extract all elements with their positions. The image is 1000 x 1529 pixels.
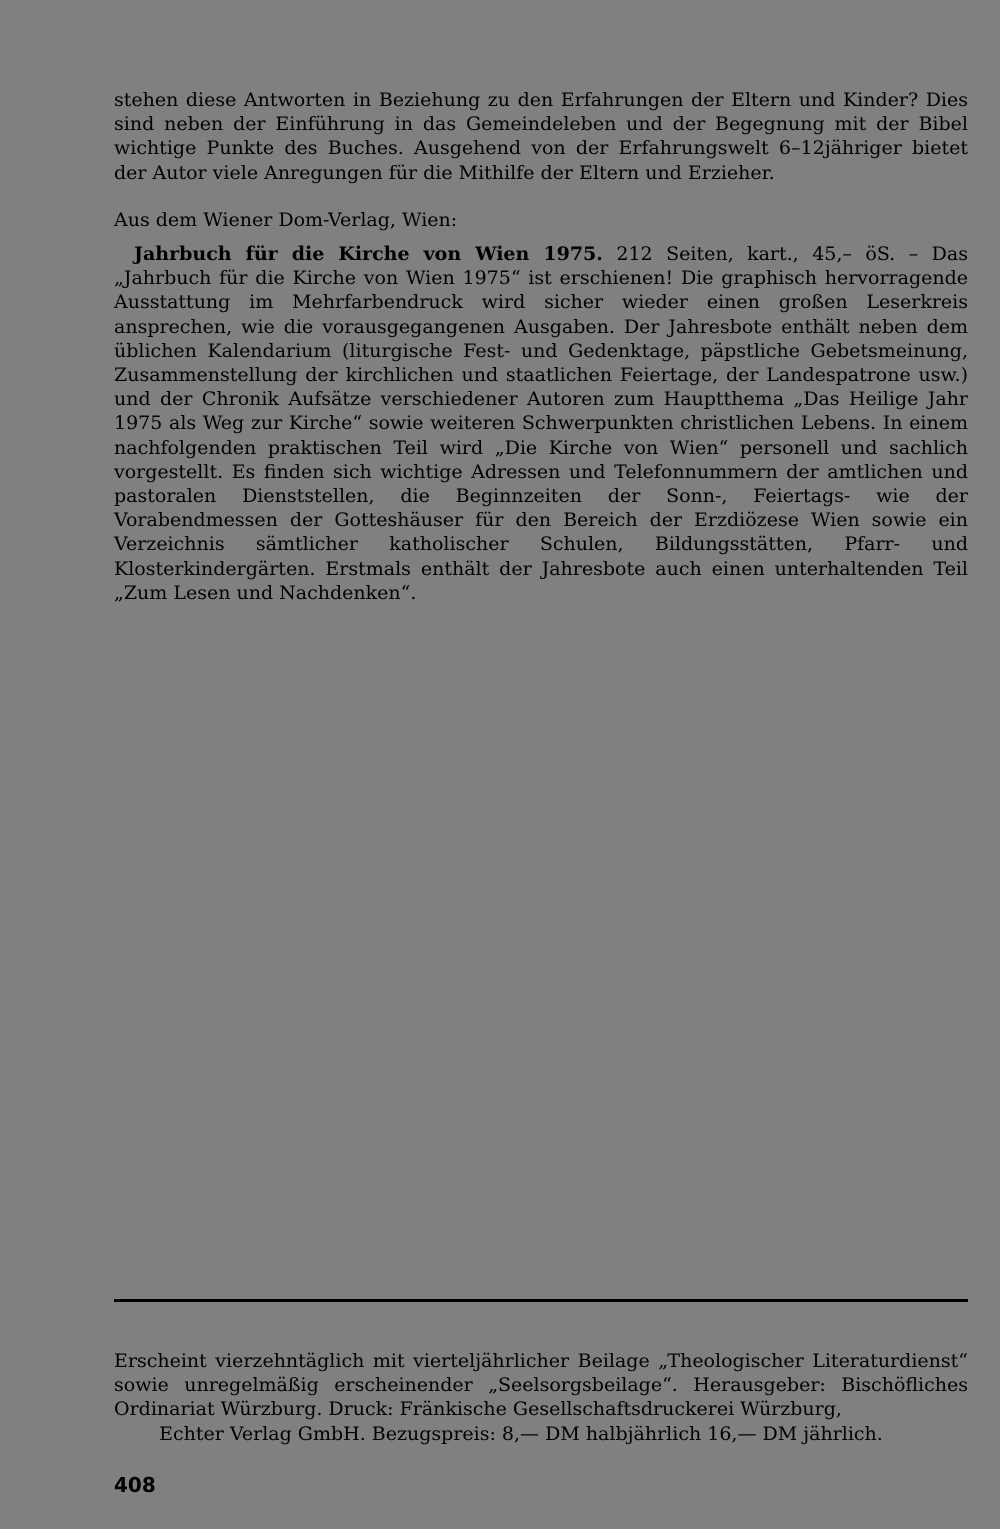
page-number: 408 bbox=[114, 1473, 156, 1497]
footer-last-line: Echter Verlag GmbH. Bezugspreis: 8,— DM halbjährlich 16,— DM jährlich. bbox=[159, 1422, 883, 1445]
footer-imprint bbox=[114, 1349, 968, 1446]
footer-divider bbox=[114, 1299, 968, 1302]
book-description: 212 Seiten, kart., 45,– öS. – Das „Jahrbuch für die Kirche von Wien 1975“ ist erschienen! Die graphisch hervorragende Ausstattung im Mehrfarbendruck wird sicher wieder einen großen Leserkreis ansprechen, wie die vorausgegangenen Ausgaben. Der Jahresbote enthält neben dem üblichen Kalendarium (liturgische Fest- und Gedenktage, päpstliche Gebetsmeinung, Zusammenstellung der kirchlichen und staatlichen Feiertage, der Landespatrone usw.) und der Chronik Aufsätze verschiedener Autoren zum Hauptthema „Das Heilige Jahr 1975 als Weg zur Kirche“ sowie weiteren Schwerpunkten christlichen Lebens. In einem nachfolgenden praktischen Teil wird „Die Kirche von Wien“ personell und sachlich vorgestellt. Es finden sich wichtige Adressen und Telefonnummern der amtlichen und pastoralen Dienststellen, die Beginnzeiten der Sonn-, Feiertags- wie der Vorabendmessen der Gotteshäuser für den Bereich der Erzdiözese Wien sowie ein Verzeichnis sämtlicher katholischer Schulen, Bildungsstätten, Pfarr- und Klosterkindergärten. Erstmals enthält der Jahresbote auch einen unterhaltenden Teil „Zum Lesen und Nachdenken“. bbox=[114, 243, 968, 604]
publisher-heading: Aus dem Wiener Dom-Verlag, Wien: bbox=[114, 209, 458, 231]
book-title: Jahrbuch für die Kirche von Wien 1975. bbox=[134, 243, 603, 265]
intro-paragraph: stehen diese Antworten in Beziehung zu den Erfahrungen der Eltern und Kinder? Dies sind neben der Einführung in das Gemeindeleben und der Begegnung mit der Bibel wichtige Punkte des Buches. Ausgehend von der Erfahrungswelt 6–12jähriger bietet der Autor viele Anregungen für die Mithilfe der Eltern und Erzieher. bbox=[114, 89, 968, 184]
book-entry bbox=[114, 242, 968, 605]
footer-text: Erscheint vierzehntäglich mit vierteljährlicher Beilage „Theologischer Literaturdienst“ sowie unregelmäßig erscheinender „Seelsorgsbeilage“. Herausgeber: Bischöfliches Ordinariat Würzburg. Druck: Fränkische Gesellschaftsdruckerei Würzburg, bbox=[114, 1350, 968, 1421]
